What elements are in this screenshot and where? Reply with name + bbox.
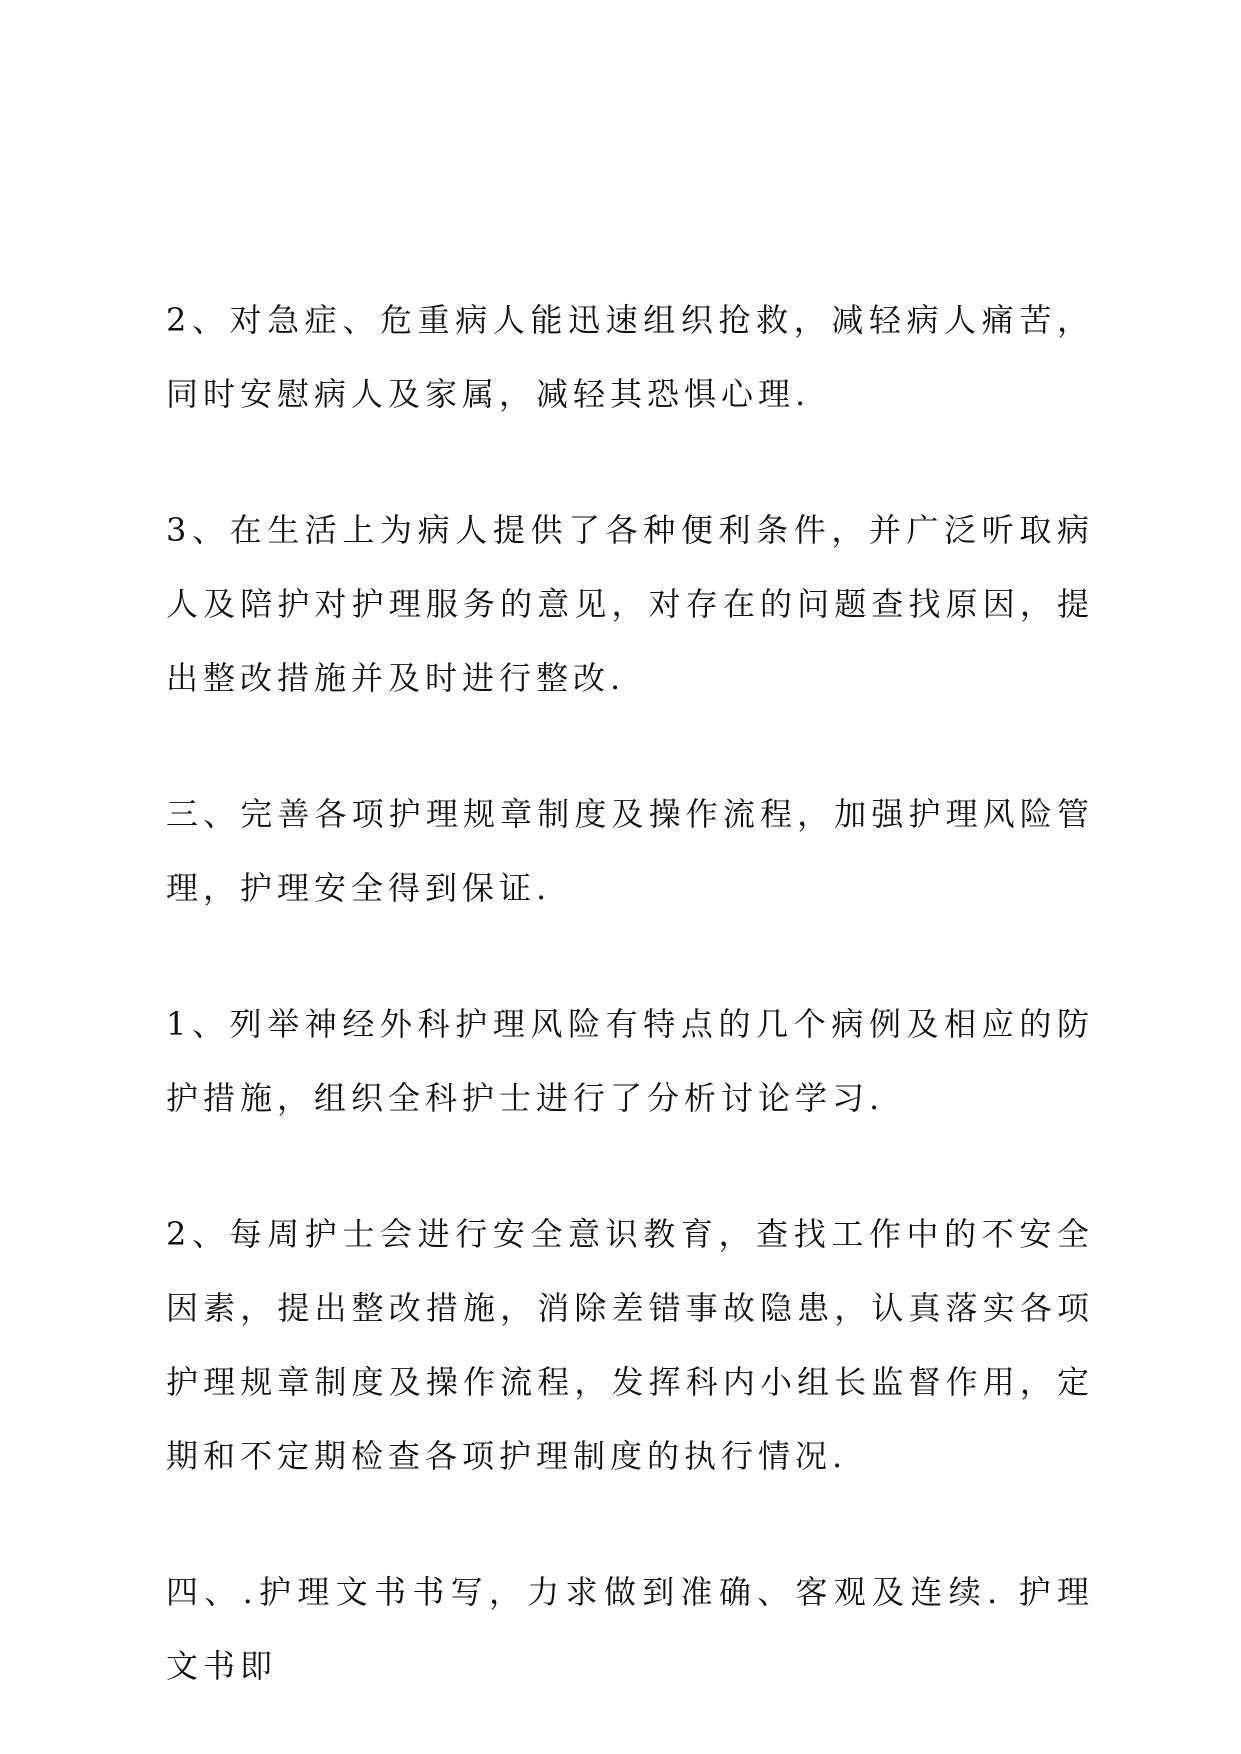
- paragraph-emergency-rescue: 2、对急症、危重病人能迅速组织抢救，减轻病人痛苦，同时安慰病人及家属，减轻其恐惧心理.: [166, 301, 1094, 413]
- paragraph-safety-education: 2、每周护士会进行安全意识教育，查找工作中的不安全因素，提出整改措施，消除差错事故隐患，认真落实各项护理规章制度及操作流程，发挥科内小组长监督作用，定期和不定期检查各项护理制度的执行情况.: [166, 1215, 1094, 1475]
- paragraph-patient-convenience: 3、在生活上为病人提供了各种便利条件，并广泛听取病人及陪护对护理服务的意见，对存在的问题查找原因，提出整改措施并及时进行整改.: [166, 511, 1094, 697]
- paragraph-section-three-heading: 三、完善各项护理规章制度及操作流程，加强护理风险管理，护理安全得到保证.: [166, 795, 1094, 907]
- paragraph-risk-cases: 1、列举神经外科护理风险有特点的几个病例及相应的防护措施，组织全科护士进行了分析讨论学习.: [166, 1005, 1094, 1117]
- document-body: [166, 283, 1094, 1703]
- paragraph-section-four-heading: 四、.护理文书书写，力求做到准确、客观及连续. 护理文书即: [166, 1573, 1094, 1685]
